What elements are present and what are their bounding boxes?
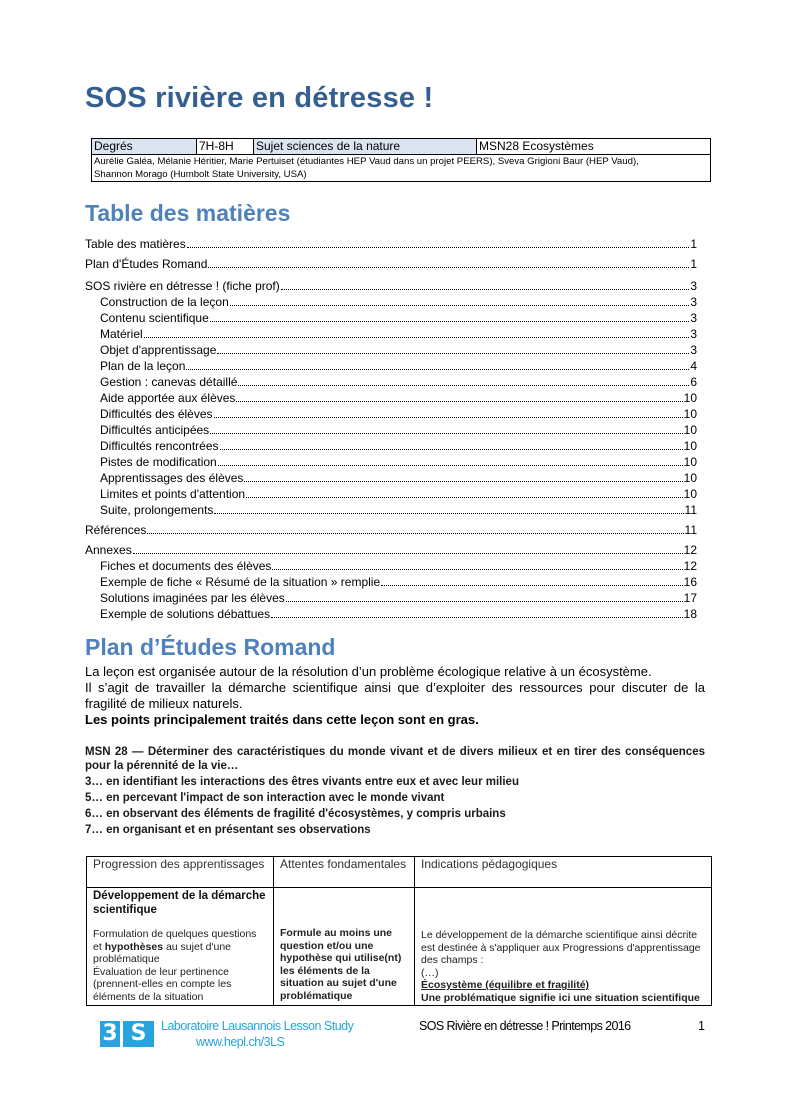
toc-entry[interactable] <box>85 522 697 538</box>
toc-label: Annexes <box>85 543 132 557</box>
toc-leader <box>217 352 689 354</box>
authors-line-1: Aurélie Galéa, Mélanie Héritier, Marie Pertuiset (étudiantes HEP Vaud dans un projet PEERS), Sveva Grigioni Baur (HEP Vaud), <box>94 156 639 167</box>
toc-page: 16 <box>683 575 697 589</box>
3ls-logo-icon <box>100 1021 154 1047</box>
toc-label: Table des matières <box>85 237 186 251</box>
toc-entry[interactable] <box>85 470 697 486</box>
toc-page: 3 <box>690 343 697 357</box>
toc-entry[interactable] <box>85 502 697 518</box>
cell-attentes <box>274 888 415 1006</box>
toc-entry[interactable] <box>85 574 697 590</box>
toc-leader <box>244 480 682 482</box>
msn-item: 7… en organisant et en présentant ses observations <box>85 824 371 836</box>
msn-objectives <box>85 745 705 837</box>
toc-label: Difficultés anticipées <box>100 423 210 437</box>
progression-text <box>93 928 267 966</box>
toc-leader <box>147 532 683 534</box>
toc-label: Exemple de fiche « Résumé de la situation » remplie <box>100 575 381 589</box>
toc-entry[interactable] <box>85 590 697 606</box>
toc-page: 11 <box>684 523 697 537</box>
toc-entry[interactable] <box>85 422 697 438</box>
toc-leader <box>218 464 683 466</box>
toc-label: SOS rivière en détresse ! (fiche prof) <box>85 279 280 293</box>
degrees-label: Degrés <box>92 139 197 155</box>
toc-entry[interactable] <box>85 358 697 374</box>
toc-entry[interactable] <box>85 256 697 272</box>
page-number: 1 <box>698 1019 705 1033</box>
per-intro-bold: Les points principalement traités dans cette leçon sont en gras. <box>85 712 479 727</box>
toc-label: Solutions imaginées par les élèves <box>100 591 285 605</box>
attentes-text: Formule au moins une question et/ou une hypothèse qui utilise(nt) les éléments de la situation au sujet d'une problématique <box>280 927 402 1002</box>
toc-page: 10 <box>683 471 697 485</box>
toc-page: 10 <box>683 487 697 501</box>
per-heading: Plan d’Études Romand <box>85 634 336 660</box>
msn-item: 6… en observant des éléments de fragilité d'écosystèmes, y compris urbains <box>85 808 506 820</box>
toc-page: 3 <box>690 295 697 309</box>
toc-leader <box>187 246 690 248</box>
toc-page: 12 <box>683 543 697 557</box>
document-title: SOS rivière en détresse ! <box>85 82 434 114</box>
toc-label: Plan d'Études Romand <box>85 257 208 271</box>
progression-text-a: Formulation de quelques questions et <box>93 928 257 953</box>
progression-text-c: Évaluation de leur pertinence (prennent-elles en compte les éléments de la situation <box>93 965 232 1003</box>
toc-label: Pistes de modification <box>100 455 217 469</box>
cell-progression <box>87 888 274 1006</box>
toc-leader <box>236 400 682 402</box>
toc-label: Difficultés des élèves <box>100 407 213 421</box>
toc-label: Construction de la leçon <box>100 295 229 309</box>
degrees-value: 7H-8H <box>197 139 254 155</box>
toc-leader <box>144 336 690 338</box>
lab-name: Laboratoire Lausannois Lesson Study <box>161 1019 354 1033</box>
toc-label: Objet d'apprentissage <box>100 343 217 357</box>
toc-leader <box>286 600 683 602</box>
toc-label: Aide apportée aux élèves <box>100 391 236 405</box>
toc-page: 10 <box>683 407 697 421</box>
footer-doc-info: SOS Rivière en détresse ! Printemps 2016 <box>419 1019 631 1033</box>
lab-url-link[interactable]: www.hepl.ch/3LS <box>196 1035 285 1049</box>
toc-leader <box>208 266 689 268</box>
toc-heading: Table des matières <box>85 200 291 226</box>
progression-text-bold: hypothèses <box>104 940 164 953</box>
toc-entry[interactable] <box>85 278 697 294</box>
toc-page: 10 <box>683 423 697 437</box>
toc-entry[interactable] <box>85 326 697 342</box>
indications-underlined: Écosystème (équilibre et fragilité) <box>421 979 590 991</box>
toc-entry[interactable] <box>85 558 697 574</box>
per-intro-line-2: Il s’agit de travailler la démarche scientifique ainsi que d’exploiter des ressources pour discuter de la fragilité de milieux naturels. <box>85 680 705 711</box>
toc-entry[interactable] <box>85 310 697 326</box>
toc-leader <box>210 432 682 434</box>
toc-leader <box>281 288 690 290</box>
indications-text: Le développement de la démarche scientifique ainsi décrite est destinée à s'appliquer aux Progressions d'apprentissage des champs : <box>421 929 701 966</box>
toc-entry[interactable] <box>85 486 697 502</box>
toc-label: Références <box>85 523 147 537</box>
toc-page: 10 <box>683 391 697 405</box>
toc-label: Matériel <box>100 327 143 341</box>
header-attentes: Attentes fondamentales <box>274 857 415 888</box>
msn-heading: MSN 28 — Déterminer des caractéristiques du monde vivant et de divers milieux et en tirer des conséquences pour la pérennité de la vie… <box>85 746 705 772</box>
toc-page: 10 <box>683 439 697 453</box>
indications-bold: Une problématique signifie ici une situation scientifique <box>421 991 700 1004</box>
toc-entry[interactable] <box>85 236 697 252</box>
toc-page: 3 <box>690 279 697 293</box>
toc-page: 18 <box>683 607 697 621</box>
toc-label: Gestion : canevas détaillé <box>100 375 238 389</box>
toc-leader <box>230 304 690 306</box>
progression-title: Développement de la démarche scientifique <box>93 890 266 916</box>
toc-leader <box>186 368 689 370</box>
msn-item: 5… en percevant l'impact de son interaction avec le monde vivant <box>85 792 445 804</box>
toc-page: 6 <box>690 375 697 389</box>
indications-ellipsis: (…) <box>421 966 439 979</box>
toc-page: 3 <box>690 311 697 325</box>
toc-entry[interactable] <box>85 294 697 310</box>
toc-leader <box>214 512 683 514</box>
toc-entry[interactable] <box>85 342 697 358</box>
toc-page: 11 <box>684 503 697 517</box>
meta-table <box>91 138 711 182</box>
per-intro-line-1: La leçon est organisée autour de la résolution d’un problème écologique relative à un écosystème. <box>85 664 652 679</box>
toc-label: Exemple de solutions débattues <box>100 607 271 621</box>
table-of-contents <box>85 232 697 622</box>
logo-block-3: 3 <box>100 1021 120 1047</box>
toc-entry[interactable] <box>85 606 697 622</box>
toc-entry[interactable] <box>85 374 697 390</box>
table-row <box>87 888 712 1006</box>
toc-leader <box>271 616 683 618</box>
toc-label: Suite, prolongements <box>100 503 214 517</box>
page-footer <box>98 1017 710 1057</box>
toc-leader <box>272 568 682 570</box>
subject-value: MSN28 Ecosystèmes <box>477 139 711 155</box>
toc-entry[interactable] <box>85 438 697 454</box>
toc-page: 17 <box>683 591 697 605</box>
msn-item: 3… en identifiant les interactions des êtres vivants entre eux et avec leur milieu <box>85 776 519 788</box>
subject-label: Sujet sciences de la nature <box>254 139 477 155</box>
toc-page: 3 <box>690 327 697 341</box>
toc-leader <box>210 320 690 322</box>
toc-label: Plan de la leçon <box>100 359 186 373</box>
toc-leader <box>381 584 682 586</box>
progression-text-b: au sujet d'une problématique <box>93 940 232 965</box>
toc-leader <box>214 416 683 418</box>
toc-label: Limites et points d'attention <box>100 487 246 501</box>
toc-page: 10 <box>683 455 697 469</box>
toc-leader <box>133 552 683 554</box>
per-intro <box>85 664 705 728</box>
per-progression-table <box>86 856 712 1006</box>
header-progression: Progression des apprentissages <box>87 857 274 888</box>
table-header-row <box>87 857 712 888</box>
toc-leader <box>220 448 683 450</box>
toc-entry[interactable] <box>85 406 697 422</box>
toc-page: 1 <box>690 237 697 251</box>
toc-leader <box>246 496 683 498</box>
header-indications: Indications pédagogiques <box>415 857 712 888</box>
cell-indications <box>415 888 712 1006</box>
toc-label: Apprentissages des élèves <box>100 471 244 485</box>
toc-page: 4 <box>690 359 697 373</box>
toc-label: Fiches et documents des élèves <box>100 559 272 573</box>
toc-label: Contenu scientifique <box>100 311 209 325</box>
toc-page: 1 <box>690 257 697 271</box>
toc-page: 12 <box>683 559 697 573</box>
toc-label: Difficultés rencontrées <box>100 439 219 453</box>
toc-leader <box>238 384 689 386</box>
authors-cell <box>92 155 711 182</box>
toc-entry[interactable] <box>85 454 697 470</box>
toc-entry[interactable] <box>85 390 697 406</box>
logo-block-s: S <box>123 1021 154 1047</box>
authors-line-2: Shannon Morago (Humbolt State University, USA) <box>94 169 307 180</box>
toc-entry[interactable] <box>85 542 697 558</box>
